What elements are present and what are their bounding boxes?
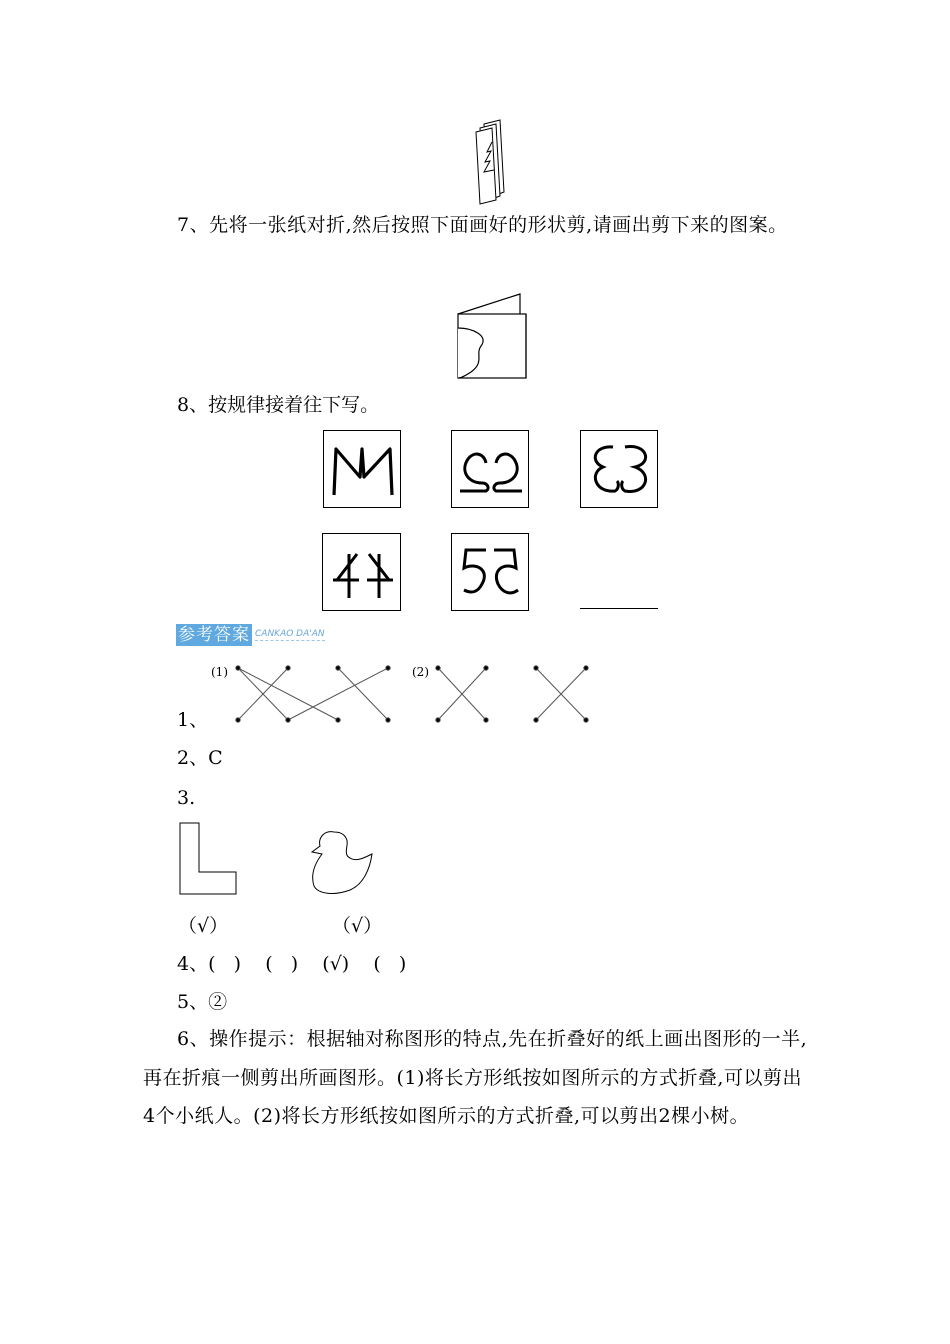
- answer-1-line-matching-figures: [230, 660, 590, 726]
- l-shape-figure: [179, 822, 239, 896]
- pattern-box-1: [323, 430, 401, 508]
- pattern-box-4: [322, 533, 401, 611]
- mirrored-1-glyph: [324, 431, 402, 509]
- answer-banner-subtitle: CANKAO DA'AN: [255, 629, 325, 639]
- folded-card-figure: [455, 292, 530, 380]
- pattern-box-5: [451, 533, 529, 611]
- mirrored-2-glyph: [452, 431, 530, 509]
- mirrored-4-glyph: [323, 534, 402, 612]
- answer-3-mark-1: （√）: [178, 915, 229, 937]
- answer-5: 5、②: [177, 991, 228, 1013]
- answer-blank-line: [580, 608, 658, 609]
- duck-figure: [306, 828, 376, 898]
- answer-6: 6、操作提示：根据轴对称图形的特点,先在折叠好的纸上画出图形的一半,再在折痕一侧剪出所画图形。(1)将长方形纸按如图所示的方式折叠,可以剪出4个小纸人。(2)将长方形纸按如图所示的方式折叠,可以剪出2棵小树。: [143, 1028, 808, 1127]
- answer-banner: [176, 624, 325, 646]
- answer-1-fig2-label: (2): [412, 665, 429, 679]
- mirrored-3-glyph: [581, 431, 659, 509]
- question-7: 7、先将一张纸对折,然后按照下面画好的形状剪,请画出剪下来的图案。: [177, 214, 788, 236]
- pattern-box-2: [451, 430, 529, 508]
- answer-banner-title: 参考答案: [178, 625, 250, 645]
- answer-3: 3.: [177, 787, 196, 809]
- folded-paper-tree-figure: [470, 120, 510, 205]
- pattern-box-3: [580, 430, 658, 508]
- question-8: 8、按规律接着往下写。: [177, 394, 380, 416]
- answer-3-mark-2: （√）: [332, 915, 383, 937]
- answer-2: 2、C: [177, 747, 223, 769]
- answer-1-fig1-label: (1): [211, 665, 228, 679]
- answer-4: 4、( ) ( ) (√) ( ): [177, 953, 407, 975]
- mirrored-5-glyph: [452, 534, 530, 612]
- answer-1: 1、: [177, 709, 209, 731]
